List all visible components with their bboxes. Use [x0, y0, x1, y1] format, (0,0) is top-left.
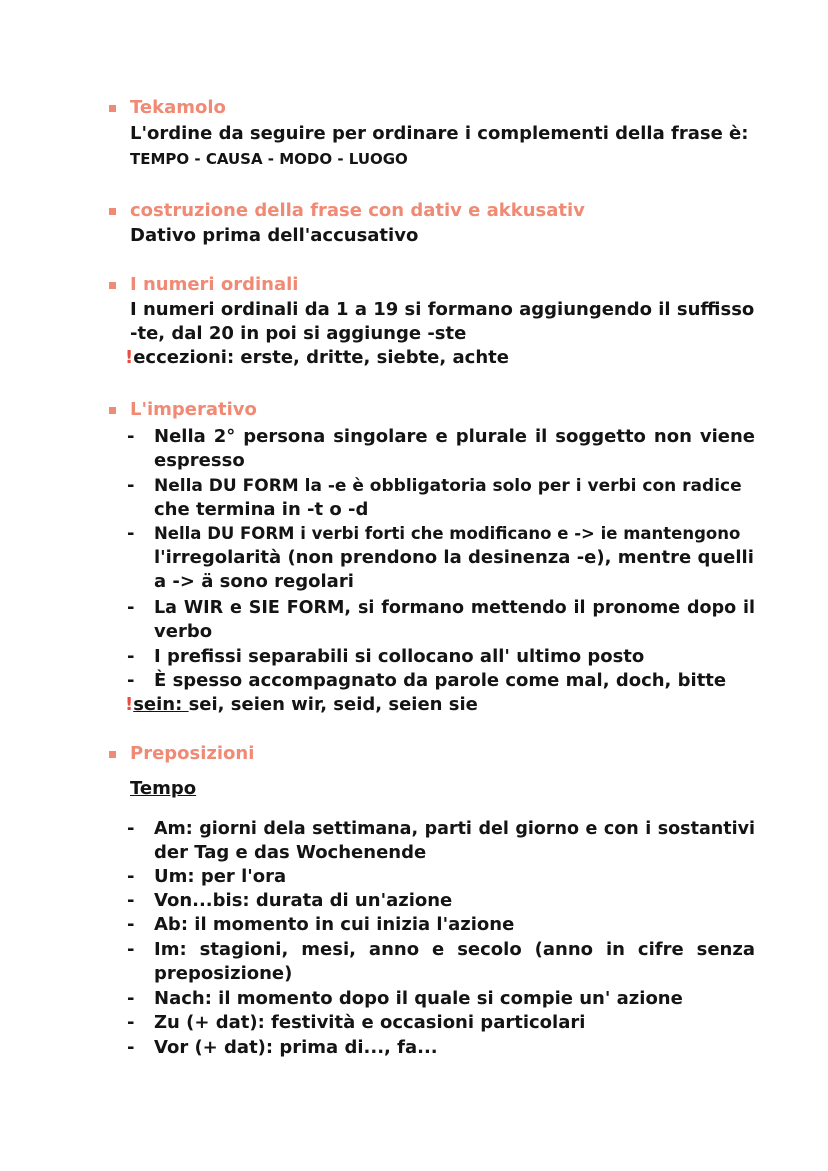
- list-item: Nach: il momento dopo il quale si compie un' azione: [154, 988, 683, 1009]
- list-item: La WIR e SIE FORM, si formano mettendo il pronome dopo il: [154, 598, 755, 618]
- exclamation-icon: !: [125, 694, 134, 715]
- list-item: È spesso accompagnato da parole come mal, doch, bitte: [154, 670, 727, 691]
- dash-icon: -: [127, 1037, 135, 1058]
- dash-icon: -: [127, 597, 135, 618]
- numeri-line-2: -te, dal 20 in poi si aggiunge -ste: [130, 323, 467, 344]
- heading-tekamolo: Tekamolo: [130, 97, 226, 118]
- dash-icon: -: [127, 988, 135, 1009]
- numeri-eccezioni: eccezioni: erste, dritte, siebte, achte: [133, 347, 509, 368]
- dash-icon: -: [127, 426, 135, 447]
- bullet-icon: [109, 282, 116, 289]
- list-item: Vor (+ dat): prima di..., fa...: [154, 1037, 438, 1058]
- list-item-cont: l'irregolarità (non prendono la desinenza -e), mentre quelli: [154, 547, 754, 568]
- bullet-icon: [109, 751, 116, 758]
- bullet-icon: [109, 105, 116, 112]
- dash-icon: -: [127, 475, 135, 496]
- list-item: Am: giorni dela settimana, parti del giorno e con i sostantivi: [154, 819, 755, 839]
- tekamolo-line-1: L'ordine da seguire per ordinare i complementi della frase è:: [130, 123, 749, 144]
- dash-icon: -: [127, 914, 135, 935]
- list-item: Im: stagioni, mesi, anno e secolo (anno in cifre senza: [154, 939, 755, 960]
- list-item: Nella DU FORM la -e è obbligatoria solo per i verbi con radice: [154, 476, 742, 496]
- tekamolo-line-2: TEMPO - CAUSA - MODO - LUOGO: [130, 150, 408, 168]
- costruzione-line-1: Dativo prima dell'accusativo: [130, 225, 419, 246]
- list-item: Um: per l'ora: [154, 866, 287, 887]
- list-item: Nella 2° persona singolare e plurale il soggetto non viene: [154, 426, 755, 447]
- bullet-icon: [109, 208, 116, 215]
- dash-icon: -: [127, 1012, 135, 1033]
- list-item-cont: verbo: [154, 621, 213, 642]
- list-item-cont: a -> ä sono regolari: [154, 571, 354, 592]
- subheading-tempo: Tempo: [130, 778, 197, 799]
- list-item: Ab: il momento in cui inizia l'azione: [154, 914, 515, 935]
- heading-imperativo: L'imperativo: [130, 399, 257, 420]
- sein-label: sein:: [133, 694, 189, 715]
- exclamation-icon: !: [125, 347, 134, 368]
- dash-icon: -: [127, 646, 135, 667]
- heading-numeri: I numeri ordinali: [130, 274, 299, 295]
- dash-icon: -: [127, 866, 135, 887]
- bullet-icon: [109, 407, 116, 414]
- list-item-cont: che termina in -t o -d: [154, 499, 369, 520]
- sein-line: [125, 693, 478, 717]
- list-item: Zu (+ dat): festività e occasioni particolari: [154, 1012, 586, 1033]
- numeri-line-1: I numeri ordinali da 1 a 19 si formano aggiungendo il suffisso: [130, 299, 755, 320]
- list-item-cont: preposizione): [154, 963, 293, 984]
- dash-icon: -: [127, 670, 135, 691]
- list-item-cont: espresso: [154, 450, 245, 471]
- dash-icon: -: [127, 523, 135, 544]
- heading-preposizioni: Preposizioni: [130, 743, 255, 764]
- dash-icon: -: [127, 818, 135, 839]
- sein-forms: sei, seien wir, seid, seien sie: [188, 694, 478, 715]
- heading-costruzione: costruzione della frase con dativ e akkusativ: [130, 200, 585, 221]
- numeri-line-3: [125, 346, 509, 370]
- list-item: I prefissi separabili si collocano all' ultimo posto: [154, 646, 645, 667]
- list-item: Von...bis: durata di un'azione: [154, 890, 453, 911]
- list-item-cont: der Tag e das Wochenende: [154, 842, 427, 863]
- dash-icon: -: [127, 939, 135, 960]
- list-item: Nella DU FORM i verbi forti che modificano e -> ie mantengono: [154, 524, 741, 543]
- dash-icon: -: [127, 890, 135, 911]
